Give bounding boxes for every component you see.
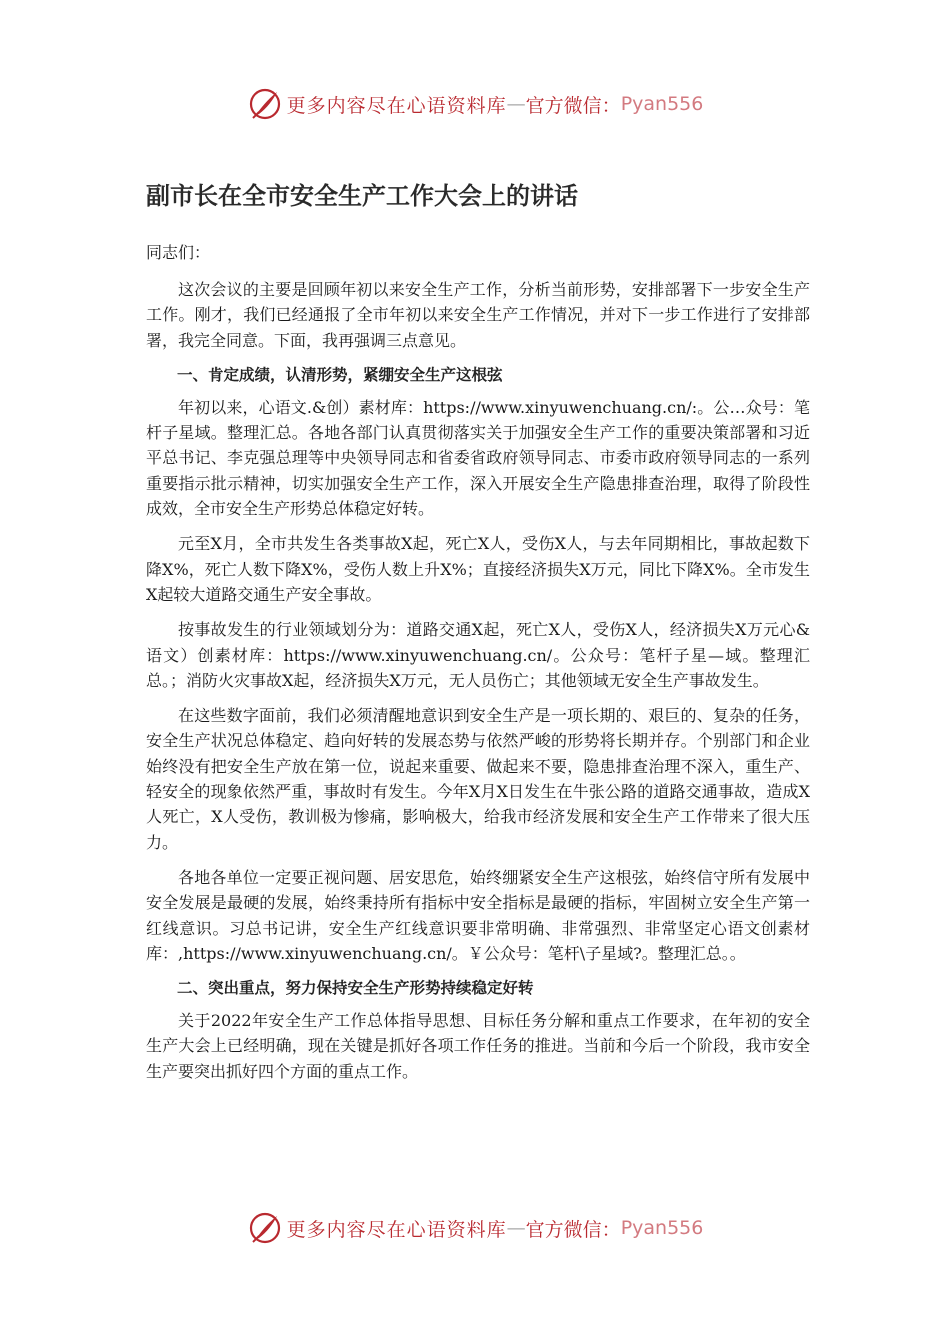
banner-wechat-label: 官方微信： [525, 1218, 621, 1241]
footer-banner [0, 1208, 950, 1248]
salutation: 同志们： [146, 243, 211, 262]
quill-logo-icon [247, 86, 283, 122]
header-banner [0, 84, 950, 124]
banner-wechat-id: Pyan556 [620, 1217, 704, 1239]
banner-wechat-id: Pyan556 [620, 93, 704, 115]
paragraph-intro: 这次会议的主要是回顾年初以来安全生产工作，分析当前形势，安排部署下一步安全生产工作。刚才，我们已经通报了全市年初以来安全生产工作情况，并对下一步工作进行了安排部署，我完全同意。下面，我再强调三点意见。 [146, 280, 810, 350]
section-heading-1: 一、肯定成绩，认清形势，紧绷安全生产这根弦 [177, 365, 503, 384]
banner-dash: — [506, 1217, 526, 1239]
paragraph: 各地各单位一定要正视问题、居安思危，始终绷紧安全生产这根弦，始终信守所有发展中安全发展是最硬的发展，始终秉持所有指标中安全指标是最硬的指标，牢固树立安全生产第一红线意识。习总书记讲，安全生产红线意识要非常明确、非常强烈、非常坚定心语文创素材库：,https://www.xinyuwenchuang.cn/。￥公众号：笔杆\子星域?。整理汇总。。 [146, 867, 810, 963]
section-heading-2: 二、突出重点，努力保持安全生产形势持续稳定好转 [177, 979, 534, 998]
paragraph: 年初以来，心语文.&创）素材库：https://www.xinyuwenchuang.cn/:。公…众号：笔杆子星域。整理汇总。各地各部门认真贯彻落实关于加强安全生产工作的重要决策部署和习近平总书记、李克强总理等中央领导同志和省委省政府领导同志、市委市政府领导同志的一系列重要指示批示精神，切实加强安全生产工作，深入开展安全生产隐患排查治理，取得了阶段性成效，全市安全生产形势总体稳定好转。 [146, 397, 810, 519]
paragraph: 元至X月，全市共发生各类事故X起，死亡X人，受伤X人，与去年同期相比，事故起数下降X%，死亡人数下降X%，受伤人数上升X%；直接经济损失X万元，同比下降X%。全市发生X起较大道路交通生产安全事故。 [146, 534, 810, 604]
document-body [146, 176, 810, 1094]
banner-site-text: 更多内容尽在心语资料库 [286, 1218, 507, 1241]
page-title: 副市长在全市安全生产工作大会上的讲话 [146, 182, 578, 210]
banner-wechat-label: 官方微信： [525, 94, 621, 117]
paragraph: 按事故发生的行业领域划分为：道路交通X起，死亡X人，受伤X人，经济损失X万元心&语文）创素材库：https://www.xinyuwenchuang.cn/。公众号：笔杆子星—域。整理汇总。；消防火灾事故X起，经济损失X万元，无人员伤亡；其他领域无安全生产事故发生。 [146, 620, 810, 690]
banner-dash: — [506, 93, 526, 115]
banner-site-text: 更多内容尽在心语资料库 [286, 94, 507, 117]
paragraph: 关于2022年安全生产工作总体指导思想、目标任务分解和重点工作要求，在年初的安全生产大会上已经明确，现在关键是抓好各项工作任务的推进。当前和今后一个阶段，我市安全生产要突出抓好四个方面的重点工作。 [146, 1011, 810, 1081]
paragraph: 在这些数字面前，我们必须清醒地意识到安全生产是一项长期的、艰巨的、复杂的任务，安全生产状况总体稳定、趋向好转的发展态势与依然严峻的形势将长期并存。个别部门和企业始终没有把安全生产放在第一位，说起来重要、做起来不要，隐患排查治理不深入，重生产、轻安全的现象依然严重，事故时有发生。今年X月X日发生在牛张公路的道路交通事故，造成X人死亡，X人受伤，教训极为惨痛，影响极大，给我市经济发展和安全生产工作带来了很大压力。 [146, 706, 810, 852]
quill-logo-icon [247, 1210, 283, 1246]
